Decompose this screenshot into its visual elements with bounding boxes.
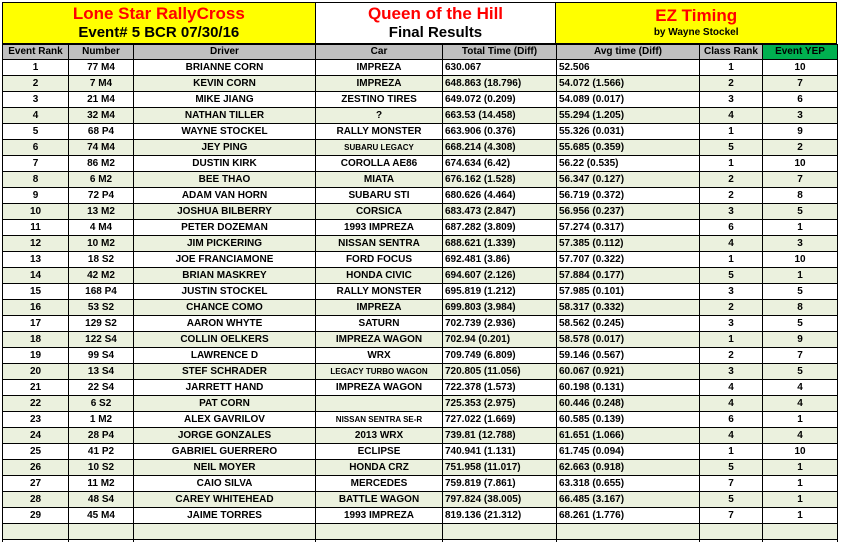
table-row (3, 316, 838, 332)
cell-avg-time: 52.506 (557, 60, 700, 76)
cell-event-yep: 10 (763, 444, 838, 460)
cell-number: 86 M2 (69, 156, 134, 172)
cell-event-yep: 7 (763, 348, 838, 364)
cell-number: 53 S2 (69, 300, 134, 316)
table-row (3, 204, 838, 220)
empty-cell (763, 524, 838, 540)
cell-event-rank: 8 (3, 172, 69, 188)
cell-event-yep: 10 (763, 60, 838, 76)
cell-total-time: 740.941 (1.131) (443, 444, 557, 460)
table-row (3, 364, 838, 380)
cell-car: COROLLA AE86 (316, 156, 443, 172)
cell-avg-time: 58.578 (0.017) (557, 332, 700, 348)
cell-avg-time: 68.261 (1.776) (557, 508, 700, 524)
cell-event-rank: 7 (3, 156, 69, 172)
cell-total-time: 759.819 (7.861) (443, 476, 557, 492)
cell-avg-time: 57.274 (0.317) (557, 220, 700, 236)
cell-car: 1993 IMPREZA (316, 508, 443, 524)
timing-credit: by Wayne Stockel (653, 27, 739, 38)
table-row (3, 396, 838, 412)
empty-cell (316, 524, 443, 540)
cell-avg-time: 57.884 (0.177) (557, 268, 700, 284)
cell-car: WRX (316, 348, 443, 364)
cell-event-rank: 28 (3, 492, 69, 508)
cell-event-yep: 1 (763, 268, 838, 284)
cell-event-rank: 24 (3, 428, 69, 444)
cell-event-rank: 2 (3, 76, 69, 92)
table-row (3, 444, 838, 460)
col-header-total-time: Total Time (Diff) (443, 45, 557, 60)
cell-driver: PETER DOZEMAN (134, 220, 316, 236)
cell-driver: DUSTIN KIRK (134, 156, 316, 172)
cell-class-rank: 6 (700, 220, 763, 236)
cell-avg-time: 55.685 (0.359) (557, 140, 700, 156)
table-row (3, 140, 838, 156)
cell-event-yep: 1 (763, 220, 838, 236)
cell-car: NISSAN SENTRA (316, 236, 443, 252)
cell-driver: ALEX GAVRILOV (134, 412, 316, 428)
cell-driver: JAIME TORRES (134, 508, 316, 524)
cell-car: CORSICA (316, 204, 443, 220)
table-row (3, 220, 838, 236)
series-title: Lone Star RallyCross (72, 4, 245, 23)
cell-event-rank: 17 (3, 316, 69, 332)
cell-driver: BRIAN MASKREY (134, 268, 316, 284)
cell-event-yep: 4 (763, 428, 838, 444)
cell-event-yep: 5 (763, 284, 838, 300)
cell-driver: MIKE JIANG (134, 92, 316, 108)
cell-car: ECLIPSE (316, 444, 443, 460)
cell-total-time: 668.214 (4.308) (443, 140, 557, 156)
cell-number: 74 M4 (69, 140, 134, 156)
results-title: Queen of the Hill (367, 4, 504, 23)
cell-driver: JORGE GONZALES (134, 428, 316, 444)
cell-total-time: 680.626 (4.464) (443, 188, 557, 204)
cell-number: 6 M2 (69, 172, 134, 188)
cell-number: 13 M2 (69, 204, 134, 220)
cell-total-time: 727.022 (1.669) (443, 412, 557, 428)
cell-avg-time: 54.072 (1.566) (557, 76, 700, 92)
cell-class-rank: 5 (700, 268, 763, 284)
cell-event-rank: 15 (3, 284, 69, 300)
cell-total-time: 663.906 (0.376) (443, 124, 557, 140)
cell-total-time: 699.803 (3.984) (443, 300, 557, 316)
cell-number: 22 S4 (69, 380, 134, 396)
cell-avg-time: 58.562 (0.245) (557, 316, 700, 332)
cell-total-time: 797.824 (38.005) (443, 492, 557, 508)
cell-avg-time: 66.485 (3.167) (557, 492, 700, 508)
cell-class-rank: 3 (700, 284, 763, 300)
cell-number: 42 M2 (69, 268, 134, 284)
cell-total-time: 720.805 (11.056) (443, 364, 557, 380)
table-row (3, 268, 838, 284)
cell-total-time: 663.53 (14.458) (443, 108, 557, 124)
cell-event-rank: 5 (3, 124, 69, 140)
cell-event-rank: 1 (3, 60, 69, 76)
cell-event-rank: 21 (3, 380, 69, 396)
cell-event-yep: 10 (763, 252, 838, 268)
cell-event-yep: 1 (763, 460, 838, 476)
cell-avg-time: 59.146 (0.567) (557, 348, 700, 364)
table-row (3, 476, 838, 492)
results-body (3, 60, 838, 542)
cell-avg-time: 63.318 (0.655) (557, 476, 700, 492)
cell-car: IMPREZA WAGON (316, 332, 443, 348)
cell-event-rank: 14 (3, 268, 69, 284)
table-row (3, 284, 838, 300)
cell-class-rank: 4 (700, 428, 763, 444)
cell-event-yep: 9 (763, 332, 838, 348)
cell-class-rank: 3 (700, 92, 763, 108)
timing-title: EZ Timing (655, 6, 738, 25)
cell-driver: JOE FRANCIAMONE (134, 252, 316, 268)
cell-number: 32 M4 (69, 108, 134, 124)
cell-car: MERCEDES (316, 476, 443, 492)
cell-driver: KEVIN CORN (134, 76, 316, 92)
cell-total-time: 688.621 (1.339) (443, 236, 557, 252)
table-row (3, 156, 838, 172)
empty-cell (69, 524, 134, 540)
cell-class-rank: 4 (700, 396, 763, 412)
cell-event-yep: 10 (763, 156, 838, 172)
cell-driver: CHANCE COMO (134, 300, 316, 316)
cell-event-yep: 1 (763, 412, 838, 428)
cell-driver: ADAM VAN HORN (134, 188, 316, 204)
cell-event-rank: 9 (3, 188, 69, 204)
cell-car: RALLY MONSTER (316, 124, 443, 140)
cell-number: 99 S4 (69, 348, 134, 364)
cell-car: SUBARU STI (316, 188, 443, 204)
cell-car: 2013 WRX (316, 428, 443, 444)
cell-number: 72 P4 (69, 188, 134, 204)
cell-class-rank: 1 (700, 60, 763, 76)
cell-event-rank: 12 (3, 236, 69, 252)
table-row (3, 236, 838, 252)
cell-event-rank: 16 (3, 300, 69, 316)
cell-class-rank: 2 (700, 172, 763, 188)
cell-total-time: 702.94 (0.201) (443, 332, 557, 348)
table-row (3, 508, 838, 524)
table-row (3, 172, 838, 188)
cell-car: ? (316, 108, 443, 124)
cell-number: 77 M4 (69, 60, 134, 76)
cell-total-time: 630.067 (443, 60, 557, 76)
cell-driver: JUSTIN STOCKEL (134, 284, 316, 300)
cell-number: 13 S4 (69, 364, 134, 380)
cell-car: IMPREZA (316, 300, 443, 316)
table-row (3, 332, 838, 348)
cell-event-rank: 4 (3, 108, 69, 124)
cell-event-rank: 23 (3, 412, 69, 428)
results-subtitle: Final Results (388, 24, 483, 41)
cell-driver: BEE THAO (134, 172, 316, 188)
cell-class-rank: 1 (700, 124, 763, 140)
cell-total-time: 695.819 (1.212) (443, 284, 557, 300)
cell-number: 21 M4 (69, 92, 134, 108)
cell-driver: NEIL MOYER (134, 460, 316, 476)
cell-event-rank: 11 (3, 220, 69, 236)
cell-avg-time: 56.347 (0.127) (557, 172, 700, 188)
cell-driver: STEF SCHRADER (134, 364, 316, 380)
table-row (3, 300, 838, 316)
cell-number: 68 P4 (69, 124, 134, 140)
cell-total-time: 722.378 (1.573) (443, 380, 557, 396)
cell-class-rank: 3 (700, 364, 763, 380)
col-header-class-rank: Class Rank (700, 45, 763, 60)
cell-car: MIATA (316, 172, 443, 188)
results-table (2, 44, 838, 542)
column-header-row (3, 45, 838, 60)
cell-class-rank: 3 (700, 204, 763, 220)
cell-driver: JEY PING (134, 140, 316, 156)
cell-car: IMPREZA (316, 60, 443, 76)
table-row (3, 252, 838, 268)
event-title-block (3, 3, 316, 44)
table-row (3, 428, 838, 444)
cell-car (316, 396, 443, 412)
cell-driver: AARON WHYTE (134, 316, 316, 332)
cell-class-rank: 2 (700, 300, 763, 316)
cell-driver: JIM PICKERING (134, 236, 316, 252)
cell-event-yep: 7 (763, 76, 838, 92)
cell-event-rank: 29 (3, 508, 69, 524)
cell-event-rank: 27 (3, 476, 69, 492)
cell-number: 48 S4 (69, 492, 134, 508)
cell-driver: GABRIEL GUERRERO (134, 444, 316, 460)
cell-event-rank: 20 (3, 364, 69, 380)
cell-event-rank: 10 (3, 204, 69, 220)
cell-driver: JOSHUA BILBERRY (134, 204, 316, 220)
cell-car: SATURN (316, 316, 443, 332)
cell-total-time: 648.863 (18.796) (443, 76, 557, 92)
cell-avg-time: 62.663 (0.918) (557, 460, 700, 476)
cell-event-rank: 13 (3, 252, 69, 268)
table-row (3, 460, 838, 476)
cell-number: 11 M2 (69, 476, 134, 492)
cell-event-yep: 5 (763, 204, 838, 220)
cell-event-yep: 4 (763, 396, 838, 412)
cell-event-rank: 18 (3, 332, 69, 348)
empty-cell (557, 524, 700, 540)
empty-cell (700, 524, 763, 540)
cell-avg-time: 61.745 (0.094) (557, 444, 700, 460)
cell-avg-time: 55.294 (1.205) (557, 108, 700, 124)
cell-number: 45 M4 (69, 508, 134, 524)
cell-number: 18 S2 (69, 252, 134, 268)
cell-driver: CAREY WHITEHEAD (134, 492, 316, 508)
cell-driver: NATHAN TILLER (134, 108, 316, 124)
col-header-event-yep: Event YEP (763, 45, 838, 60)
cell-class-rank: 7 (700, 508, 763, 524)
cell-car: 1993 IMPREZA (316, 220, 443, 236)
cell-total-time: 819.136 (21.312) (443, 508, 557, 524)
cell-total-time: 694.607 (2.126) (443, 268, 557, 284)
cell-number: 122 S4 (69, 332, 134, 348)
cell-number: 6 S2 (69, 396, 134, 412)
cell-class-rank: 6 (700, 412, 763, 428)
cell-event-yep: 7 (763, 172, 838, 188)
cell-total-time: 702.739 (2.936) (443, 316, 557, 332)
cell-class-rank: 1 (700, 444, 763, 460)
cell-car: HONDA CRZ (316, 460, 443, 476)
cell-total-time: 683.473 (2.847) (443, 204, 557, 220)
table-row (3, 348, 838, 364)
table-row (3, 108, 838, 124)
cell-event-rank: 3 (3, 92, 69, 108)
cell-event-rank: 25 (3, 444, 69, 460)
cell-avg-time: 56.956 (0.237) (557, 204, 700, 220)
cell-avg-time: 60.198 (0.131) (557, 380, 700, 396)
cell-driver: WAYNE STOCKEL (134, 124, 316, 140)
table-row (3, 60, 838, 76)
empty-cell (134, 524, 316, 540)
cell-class-rank: 2 (700, 188, 763, 204)
cell-avg-time: 60.067 (0.921) (557, 364, 700, 380)
cell-total-time: 751.958 (11.017) (443, 460, 557, 476)
cell-class-rank: 3 (700, 316, 763, 332)
cell-driver: COLLIN OELKERS (134, 332, 316, 348)
cell-driver: PAT CORN (134, 396, 316, 412)
cell-avg-time: 57.985 (0.101) (557, 284, 700, 300)
cell-event-yep: 2 (763, 140, 838, 156)
cell-event-yep: 1 (763, 476, 838, 492)
cell-class-rank: 2 (700, 348, 763, 364)
cell-car: IMPREZA WAGON (316, 380, 443, 396)
cell-class-rank: 4 (700, 380, 763, 396)
col-header-car: Car (316, 45, 443, 60)
cell-avg-time: 54.089 (0.017) (557, 92, 700, 108)
cell-car: LEGACY TURBO WAGON (316, 364, 443, 380)
cell-avg-time: 55.326 (0.031) (557, 124, 700, 140)
cell-event-yep: 1 (763, 508, 838, 524)
cell-class-rank: 5 (700, 492, 763, 508)
table-row (3, 380, 838, 396)
event-subtitle: Event# 5 BCR 07/30/16 (78, 24, 240, 41)
cell-event-yep: 5 (763, 316, 838, 332)
table-row (3, 92, 838, 108)
cell-avg-time: 56.719 (0.372) (557, 188, 700, 204)
cell-avg-time: 60.446 (0.248) (557, 396, 700, 412)
timing-title-block (556, 3, 837, 44)
cell-avg-time: 57.707 (0.322) (557, 252, 700, 268)
cell-event-yep: 5 (763, 364, 838, 380)
empty-row (3, 524, 838, 540)
cell-number: 1 M2 (69, 412, 134, 428)
cell-car: FORD FOCUS (316, 252, 443, 268)
cell-total-time: 676.162 (1.528) (443, 172, 557, 188)
cell-event-yep: 9 (763, 124, 838, 140)
cell-number: 129 S2 (69, 316, 134, 332)
cell-car: RALLY MONSTER (316, 284, 443, 300)
cell-event-yep: 4 (763, 380, 838, 396)
cell-car: HONDA CIVIC (316, 268, 443, 284)
cell-event-rank: 19 (3, 348, 69, 364)
cell-class-rank: 5 (700, 140, 763, 156)
cell-avg-time: 57.385 (0.112) (557, 236, 700, 252)
cell-avg-time: 61.651 (1.066) (557, 428, 700, 444)
cell-number: 28 P4 (69, 428, 134, 444)
cell-car: IMPREZA (316, 76, 443, 92)
cell-driver: BRIANNE CORN (134, 60, 316, 76)
cell-total-time: 725.353 (2.975) (443, 396, 557, 412)
cell-event-rank: 6 (3, 140, 69, 156)
cell-class-rank: 2 (700, 76, 763, 92)
cell-number: 10 M2 (69, 236, 134, 252)
cell-avg-time: 58.317 (0.332) (557, 300, 700, 316)
cell-class-rank: 1 (700, 332, 763, 348)
cell-class-rank: 1 (700, 252, 763, 268)
table-row (3, 188, 838, 204)
cell-number: 168 P4 (69, 284, 134, 300)
cell-event-yep: 3 (763, 108, 838, 124)
cell-event-yep: 3 (763, 236, 838, 252)
col-header-avg-time: Avg time (Diff) (557, 45, 700, 60)
cell-class-rank: 1 (700, 156, 763, 172)
cell-total-time: 709.749 (6.809) (443, 348, 557, 364)
cell-car: BATTLE WAGON (316, 492, 443, 508)
cell-car: ZESTINO TIRES (316, 92, 443, 108)
cell-car: SUBARU LEGACY (316, 140, 443, 156)
cell-total-time: 687.282 (3.809) (443, 220, 557, 236)
cell-event-rank: 26 (3, 460, 69, 476)
cell-class-rank: 7 (700, 476, 763, 492)
col-header-event-rank: Event Rank (3, 45, 69, 60)
empty-cell (443, 524, 557, 540)
col-header-number: Number (69, 45, 134, 60)
cell-number: 4 M4 (69, 220, 134, 236)
cell-number: 7 M4 (69, 76, 134, 92)
col-header-driver: Driver (134, 45, 316, 60)
table-row (3, 492, 838, 508)
cell-class-rank: 5 (700, 460, 763, 476)
cell-total-time: 692.481 (3.86) (443, 252, 557, 268)
cell-event-rank: 22 (3, 396, 69, 412)
empty-cell (3, 524, 69, 540)
table-row (3, 76, 838, 92)
cell-avg-time: 56.22 (0.535) (557, 156, 700, 172)
cell-event-yep: 8 (763, 188, 838, 204)
cell-event-yep: 1 (763, 492, 838, 508)
cell-number: 10 S2 (69, 460, 134, 476)
cell-class-rank: 4 (700, 236, 763, 252)
table-row (3, 124, 838, 140)
results-title-block (316, 3, 557, 44)
results-sheet (2, 2, 837, 542)
cell-total-time: 739.81 (12.788) (443, 428, 557, 444)
cell-class-rank: 4 (700, 108, 763, 124)
cell-driver: JARRETT HAND (134, 380, 316, 396)
cell-driver: LAWRENCE D (134, 348, 316, 364)
cell-avg-time: 60.585 (0.139) (557, 412, 700, 428)
cell-total-time: 649.072 (0.209) (443, 92, 557, 108)
cell-driver: CAIO SILVA (134, 476, 316, 492)
cell-number: 41 P2 (69, 444, 134, 460)
table-row (3, 412, 838, 428)
title-banner (2, 2, 837, 44)
cell-car: NISSAN SENTRA SE-R (316, 412, 443, 428)
cell-event-yep: 8 (763, 300, 838, 316)
cell-event-yep: 6 (763, 92, 838, 108)
cell-total-time: 674.634 (6.42) (443, 156, 557, 172)
